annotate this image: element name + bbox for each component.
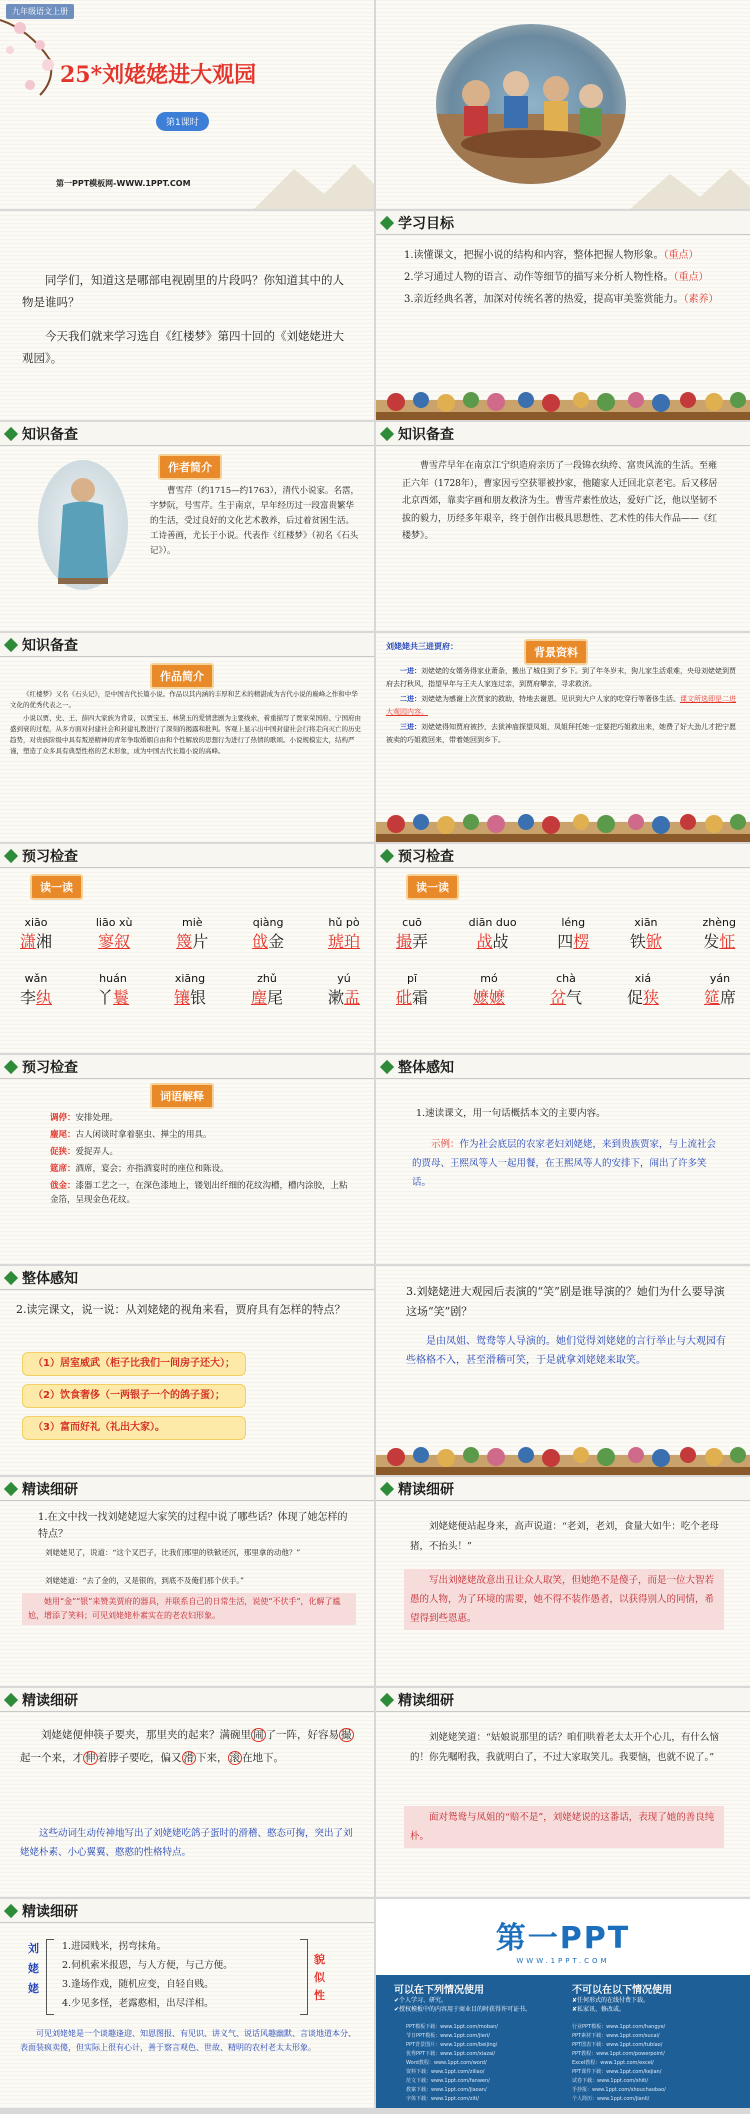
pinyin-text: xiá [634, 972, 652, 985]
pinyin-word [703, 916, 736, 952]
slide-6-author-life [376, 422, 750, 631]
header-title: 学习目标 [398, 215, 454, 232]
diamond-icon [380, 426, 394, 440]
pinyin-character: 嬷嬷 [472, 988, 505, 1007]
header-title: 精读细研 [22, 1903, 78, 1920]
slide-15-close-reading [0, 1477, 374, 1686]
slide-14-comedy [376, 1266, 750, 1475]
read-badge: 读一读 [30, 874, 83, 900]
logo-url: WWW.1PPT.COM [516, 1957, 610, 1965]
summary-point-4: 4.少见多怪，老露憨相，出尽洋相。 [62, 1998, 214, 2009]
slide-header [376, 1477, 750, 1501]
slide-5-author [0, 422, 374, 631]
allowed-title: 可以在下列情况使用 [394, 1985, 484, 1996]
pinyin-word [176, 916, 208, 952]
pinyin-text: yán [709, 972, 731, 985]
work-badge: 作品简介 [150, 663, 214, 689]
pinyin-character: 岔气 [549, 988, 582, 1007]
header-title: 整体感知 [398, 1059, 454, 1076]
pinyin-character: 筵席 [703, 988, 736, 1007]
diamond-icon [4, 637, 18, 651]
intro-paragraph-2: 今天我们就来学习选自《红楼梦》第四十回的《刘姥姥进大观园》。 [22, 329, 344, 365]
pinyin-text: xiān [634, 916, 658, 929]
quote-1: 刘姥姥见了，说道：“这个叉巴子，比我们那里的铁锨还沉，那里拿的动他？” [45, 1548, 301, 1557]
pinyin-character: 撮弄 [396, 932, 429, 951]
slide-19-summary [0, 1899, 374, 2108]
diamond-icon [4, 1903, 18, 1917]
slide-18-close-reading [376, 1688, 750, 1897]
analysis-4: 她用“金”“银”来赞美贾府的器具，并联系自己的日常生活，说使“不伏手”，化解了尴尬，增添了笑料；可见刘姥姥朴素实在的老农妇形象。 [22, 1593, 356, 1625]
brace-left [46, 1939, 54, 2015]
header-title: 精读细研 [398, 1692, 454, 1709]
template-link[interactable]: 字体下载：www.1ppt.com/ziti/ [406, 2096, 479, 2102]
forbidden-2: ✘私家讯、修改或。 [572, 2006, 626, 2013]
template-link[interactable]: 范文下载：www.1ppt.com/fanwen/ [406, 2078, 490, 2084]
pinyin-text: zhǔ [257, 972, 277, 985]
analysis-5: 写出刘姥姥故意出丑让众人取笑，但她绝不是傻子，而是一位大智若愚的人物，为了环境的需要，她不得不装作愚者，以获得别人的同情，希望得到些恩惠。 [404, 1569, 724, 1630]
pinyin-character: 戗金 [252, 932, 285, 951]
author-bio: 曹雪芹（约1715—约1763），清代小说家。名霑，字梦阮，号雪芹。生于南京，早年经历过一段富贵繁华的生活，受过良好的文化艺术教养，后过着贫困生活。工诗善画，尤长于小说。代表作《红楼梦》（初名《石头记》）。 [150, 486, 360, 556]
diamond-icon [380, 1481, 394, 1495]
goal-2: 2.学习通过人物的语言、动作等细节的描写来分析人物性格。（重点） [404, 272, 709, 283]
pinyin-character: 麈尾 [250, 988, 283, 1007]
footer-crowd-decoration [376, 1437, 750, 1475]
pinyin-text: qiàng [252, 916, 284, 929]
feature-3: （3）富而好礼（礼出大家）。 [22, 1416, 246, 1440]
verb-circle: 伸 [85, 1752, 96, 1764]
grade-label: 九年级语文上册 [6, 4, 74, 19]
allowed-2: ✔授权模板中的内容用于商业目的时获得许可证书。 [394, 2006, 532, 2013]
goal-1: 1.读懂课文，把握小说的结构和内容，整体把握人物形象。（重点） [404, 250, 699, 261]
slide-header [376, 1688, 750, 1712]
template-link[interactable]: Excel教程：www.1ppt.com/excel/ [572, 2060, 654, 2066]
link-list-2 [572, 2023, 732, 2104]
lesson-title: 25*刘姥姥进大观园 [60, 62, 257, 88]
slide-12-overview [376, 1055, 750, 1264]
template-link[interactable]: PPT素材下载：www.1ppt.com/sucai/ [572, 2033, 660, 2039]
pinyin-word [396, 972, 428, 1008]
visit-2: 二进：刘姥姥为感谢上次贾家的救助，特地去谢恩。见识到大户人家的吃穿行等奢侈生活。课文所选即是二进大观园内容。 [386, 694, 736, 716]
verb-circle: 滚 [229, 1752, 240, 1764]
diamond-icon [380, 848, 394, 862]
logo-text: 第一PPT [495, 1921, 631, 1956]
diamond-icon [4, 1481, 18, 1495]
pinyin-text: miè [181, 916, 203, 929]
read-badge: 读一读 [406, 874, 459, 900]
quote-2: 刘姥姥道：“去了金的，又是银的，到底不及俺们那个伏手。” [45, 1576, 244, 1585]
author-life-text: 曹雪芹早年在南京江宁织造府亲历了一段锦衣纨绔、富贵风流的生活。至雍正六年（1728年），曹家因亏空获罪被抄家，他随家人迁回北京老宅。后又移居北京西郊，靠卖字画和朋友救济为生。曹雪芹素性放达，爱好广泛，他以坚韧不拔的毅力，历经多年艰辛，终于创作出极具思想性、艺术性的伟大作品——《红楼梦》。 [402, 461, 718, 541]
pinyin-text: pī [406, 972, 418, 985]
pinyin-word [96, 916, 133, 952]
logo-area [376, 1899, 750, 1975]
summary-point-1: 1.进园贱米，拐弯抹角。 [62, 1941, 167, 1952]
vocab-badge: 词语解释 [150, 1083, 214, 1109]
analysis-6: 这些动词生动传神地写出了刘姥姥吃鸽子蛋时的滑稽、憨态可掬，突出了刘姥姥朴素、小心翼翼、憨憨的性格特点。 [20, 1828, 353, 1858]
background-intro: 刘姥姥共三进贾府： [386, 641, 458, 651]
slide-header [376, 844, 750, 868]
answer-1: 示例：作为社会底层的农家老妇刘姥姥，来到贵族贾家，与上流社会的贾母、王熙凤等人一起用餐，在王熙凤等人的安排下，闹出了许多笑话。 [412, 1139, 717, 1188]
question-3: 3.刘姥姥进大观园后表演的“笑”剧是谁导演的？她们为什么要导演这场“笑”剧？ [406, 1285, 725, 1318]
template-link[interactable]: PPT课件下载：www.1ppt.com/kejian/ [572, 2069, 662, 2075]
pinyin-word [20, 972, 52, 1008]
pinyin-word [251, 972, 283, 1008]
pinyin-text: mó [480, 972, 498, 985]
summary-point-2: 2.伺机索米报恩，与人方便，与己方便。 [62, 1960, 233, 1971]
pinyin-word [396, 916, 428, 952]
pinyin-word [97, 972, 129, 1008]
header-title: 精读细研 [22, 1481, 78, 1498]
summary-points [62, 1937, 302, 2013]
pinyin-text: huán [99, 972, 127, 985]
pinyin-character: 砒霜 [396, 988, 429, 1007]
quote-7: 刘姥姥笑道：“姑娘说那里的话？咱们哄着老太太开个心儿，有什么恼的！你先嘱咐我，我就明白了，不过大家取笑儿。我要恼，也就不说了。” [410, 1732, 719, 1763]
summary-side-label: 刘姥姥 [28, 1942, 39, 1995]
slide-header [0, 422, 374, 446]
slide-7-work [0, 633, 374, 842]
pinyin-word [704, 972, 736, 1008]
pinyin-character: 促狭 [626, 988, 659, 1007]
pinyin-word [550, 972, 582, 1008]
pinyin-word [630, 916, 662, 952]
pinyin-word [328, 972, 360, 1008]
pinyin-character: 战敁 [476, 932, 509, 951]
license-panel [376, 1975, 750, 2108]
pinyin-word [627, 972, 659, 1008]
pinyin-character: 发怔 [703, 932, 736, 951]
pinyin-text: yú [337, 972, 351, 985]
header-title: 知识备查 [22, 426, 78, 443]
header-title: 知识备查 [22, 637, 78, 654]
work-intro-2: 小说以贾、史、王、薛四大家族为背景，以贾宝玉、林黛玉的爱情悲剧为主要线索，着重描写了贾家荣国府、宁国府由盛到衰的过程，从多方面对封建社会和封建礼教进行了深刻的揭露和批判。客观上显示出中国封建社会行将走向灭亡的历史趋势，对贵族阶级中具有叛逆精神的青年争取婚姻自由和个性解放的思想行为进行了热情的歌颂。小说规模宏大，结构严谨，塑造了众多具有典型性格的艺术形象，成为中国古代长篇小说的高峰。 [10, 714, 361, 755]
header-title: 预习检查 [398, 848, 454, 865]
visit-list [386, 665, 740, 746]
diamond-icon [380, 215, 394, 229]
slide-header [0, 1266, 374, 1290]
lesson-period-button[interactable]: 第1课时 [156, 112, 209, 131]
pinyin-character: 篾片 [176, 932, 209, 951]
pinyin-text: cuō [402, 916, 422, 929]
footer-crowd-decoration [376, 804, 750, 842]
summary-conclusion: 可见刘姥姥是一个谈趣逢迎、知恩图报、有见识、讲义气、说话风趣幽默、言谈地道本分、表面装疯卖傻，但实际上很有心计，善于察言观色、世故、精明的农村老太太形象。 [20, 2029, 356, 2052]
pinyin-text: hǔ pò [328, 916, 360, 929]
forbidden-title: 不可以在以下情况使用 [572, 1985, 672, 1996]
brace-right [300, 1939, 308, 2015]
forbidden-1: ✘任何形式的在线付费下载。 [572, 1997, 650, 2004]
author-portrait [38, 460, 128, 590]
site-label: 第一PPT模板网-WWW.1PPT.COM [56, 179, 191, 188]
pinyin-word [328, 916, 360, 952]
summary-point-3: 3.逢场作戏，随机应变，自轻自贱。 [62, 1979, 214, 1990]
pinyin-character: 李纨 [20, 988, 53, 1007]
analysis-7: 面对鸳鸯与凤姐的“赔不是”，刘姥姥说的这番话，表现了她的善良纯朴。 [404, 1806, 724, 1848]
slide-header [0, 1477, 374, 1501]
diamond-icon [4, 1692, 18, 1706]
license-allowed [394, 1981, 554, 2014]
answer-3: 是由凤姐、鸳鸯等人导演的。她们觉得刘姥姥的言行举止与大观园有些格格不入，甚至滑稽可笑，于是就拿刘姥姥来取笑。 [406, 1336, 726, 1366]
verb-circle: 闹 [253, 1729, 264, 1741]
verb-circle: 滑 [183, 1752, 194, 1764]
license-forbidden [572, 1981, 732, 2014]
template-link[interactable]: PPT模板下载：www.1ppt.com/moban/ [406, 2024, 498, 2030]
pinyin-text: zhèng [702, 916, 736, 929]
diamond-icon [380, 1692, 394, 1706]
summary-right-label: 貌似性 [314, 1953, 325, 2002]
slide-3-intro [0, 211, 374, 420]
pinyin-row-1 [396, 916, 736, 952]
vocab-list [50, 1111, 350, 1210]
header-title: 预习检查 [22, 848, 78, 865]
quote-6: 刘姥姥便伸筷子要夹，那里夹的起来？满碗里 闹 了一阵，好容易 撮起一个来，才 伸 着脖子要吃，偏又 滑 下来， 滚 在地下。 [20, 1729, 352, 1764]
template-link[interactable]: Word教程：www.1ppt.com/word/ [406, 2060, 487, 2066]
slide-4-goals [376, 211, 750, 420]
pinyin-row-2 [396, 972, 736, 1008]
link-list-1 [406, 2023, 556, 2104]
slide-10-reading [376, 844, 750, 1053]
slide-20-license [376, 1899, 750, 2108]
pinyin-character: 寥叙 [98, 932, 131, 951]
pinyin-word [469, 916, 517, 952]
pinyin-word [252, 916, 284, 952]
header-title: 整体感知 [22, 1270, 78, 1287]
question-1: 1.速读课文，用一句话概括本文的主要内容。 [416, 1108, 606, 1119]
pinyin-text: xiāng [174, 972, 206, 985]
vocab-item: 筵席：酒席，宴会；亦指酒宴时的座位和陈设。 [50, 1164, 229, 1174]
header-title: 精读细研 [398, 1481, 454, 1498]
template-link[interactable]: 节日PPT模板：www.1ppt.com/jieri/ [406, 2033, 490, 2039]
header-title: 预习检查 [22, 1059, 78, 1076]
pinyin-word [174, 972, 206, 1008]
slide-header [0, 844, 374, 868]
diamond-icon [380, 1059, 394, 1073]
template-link[interactable]: 优秀PPT下载：www.1ppt.com/xiazai/ [406, 2051, 496, 2057]
slide-header [376, 422, 750, 446]
template-link[interactable]: 试卷下载：www.1ppt.com/shiti/ [572, 2078, 649, 2084]
question-4: 1.在文中找一找刘姥姥逗大家笑的过程中说了哪些话？体现了她怎样的特点？ [38, 1512, 348, 1540]
slide-header [376, 1055, 750, 1079]
slide-header [0, 1899, 374, 1923]
header-title: 精读细研 [22, 1692, 78, 1709]
slide-17-close-reading [0, 1688, 374, 1897]
template-link[interactable]: 个人简历：www.1ppt.com/jianli/ [572, 2096, 650, 2102]
mountain-decoration [630, 159, 750, 209]
slide-2-image [376, 0, 750, 209]
mountain-decoration [254, 149, 374, 209]
template-link[interactable]: PPT图表下载：www.1ppt.com/tubiao/ [572, 2042, 663, 2048]
diamond-icon [4, 1270, 18, 1284]
diamond-icon [4, 848, 18, 862]
slide-16-close-reading [376, 1477, 750, 1686]
pinyin-text: diān duo [468, 916, 517, 929]
pinyin-word [473, 972, 505, 1008]
pinyin-character: 漱盂 [327, 988, 360, 1007]
pinyin-character: 潇湘 [20, 932, 53, 951]
template-link[interactable]: 行业PPT模板：www.1ppt.com/hangye/ [572, 2024, 666, 2030]
slide-1-title [0, 0, 374, 209]
feature-1: （1）居室威武（柜子比我们一间房子还大）； [22, 1352, 246, 1376]
pinyin-text: wǎn [24, 972, 48, 985]
visit-3: 三进：刘姥姥得知贾府被抄，去狱神庙探望凤姐，凤姐拜托她一定要把巧姐救出来，她费了好大劲儿才把宁愿被卖的巧姐救回来，带着她回到乡下。 [386, 722, 736, 744]
pinyin-character: 琥珀 [327, 932, 360, 951]
goals-list [404, 247, 724, 309]
pinyin-word [557, 916, 589, 952]
tv-still-image [436, 24, 626, 184]
intro-paragraph-1: 同学们，知道这是哪部电视剧里的片段吗？你知道其中的人物是谁吗？ [22, 273, 344, 309]
visit-1: 一进：刘姥姥的女婿务得家业萧条，搬出了城住到了乡下。到了年冬岁末，狗儿家生活艰难，央母刘姥姥到贾府去打秋风，指望早年与王夫人家连过亲，到贾府攀亲，寻求救济。 [386, 666, 736, 688]
question-2: 2.读完课文，说一说：从刘姥姥的视角来看，贾府具有怎样的特点？ [16, 1303, 346, 1316]
slide-13-features [0, 1266, 374, 1475]
vocab-item: 戗金：漆器工艺之一，在深色漆地上，镂划出纤细的花纹沟槽，槽内涂胶，上粘金箔，呈现金色花纹。 [50, 1181, 348, 1205]
background-badge: 背景资料 [524, 639, 588, 665]
vocab-item: 麈尾：古人闲谈时拿着驱虫、掸尘的用具。 [50, 1130, 212, 1140]
diamond-icon [4, 426, 18, 440]
pinyin-character: 四楞 [557, 932, 590, 951]
pinyin-row-1 [20, 916, 360, 952]
slide-8-background [376, 633, 750, 842]
work-intro-1: 《红楼梦》又名《石头记》，是中国古代长篇小说。作品以其内涵的丰厚和艺术的精湛成为古代小说的巅峰之作和中华文化的优秀代表之一。 [10, 690, 358, 709]
pinyin-row-2 [20, 972, 360, 1008]
pinyin-character: 铁锨 [629, 932, 662, 951]
template-link[interactable]: 手抄报：www.1ppt.com/shouchaobao/ [572, 2087, 666, 2093]
slide-header [0, 633, 374, 657]
verb-circle: 撮 [341, 1729, 352, 1741]
slide-header [376, 211, 750, 235]
vocab-item: 调停：安排处理。 [50, 1113, 119, 1123]
pinyin-word [20, 916, 52, 952]
allowed-1: ✔个人学习、研究。 [394, 1997, 448, 2004]
goal-3: 3.亲近经典名著，加深对传统名著的热爱，提高审美鉴赏能力。（素养） [404, 294, 719, 305]
slide-9-reading [0, 844, 374, 1053]
quote-5: 刘姥姥便站起身来，高声说道：“老刘，老刘，食量大如牛：吃个老母猪，不抬头！” [410, 1521, 719, 1552]
pinyin-character: 丫鬟 [96, 988, 130, 1007]
template-link[interactable]: PPT背景图片：www.1ppt.com/beijing/ [406, 2042, 498, 2048]
template-link[interactable]: 资料下载：www.1ppt.com/ziliao/ [406, 2069, 485, 2075]
template-link[interactable]: PPT教程：www.1ppt.com/powerpoint/ [572, 2051, 665, 2057]
pinyin-text: xiāo [24, 916, 48, 929]
slide-header [0, 1688, 374, 1712]
slide-11-vocab [0, 1055, 374, 1264]
pinyin-text: chà [556, 972, 576, 985]
feature-2: （2）饮食奢侈（一两银子一个的鸽子蛋）； [22, 1384, 246, 1408]
header-title: 知识备查 [398, 426, 454, 443]
vocab-item: 促狭：爱捉弄人。 [50, 1147, 119, 1157]
slide-header [0, 1055, 374, 1079]
template-link[interactable]: 教案下载：www.1ppt.com/jiaoan/ [406, 2087, 487, 2093]
pinyin-character: 镶银 [173, 988, 206, 1007]
footer-crowd-decoration [376, 382, 750, 420]
diamond-icon [4, 1059, 18, 1073]
author-badge: 作者简介 [158, 454, 222, 480]
pinyin-text: léng [561, 916, 586, 929]
pinyin-text: liāo xù [95, 916, 133, 929]
